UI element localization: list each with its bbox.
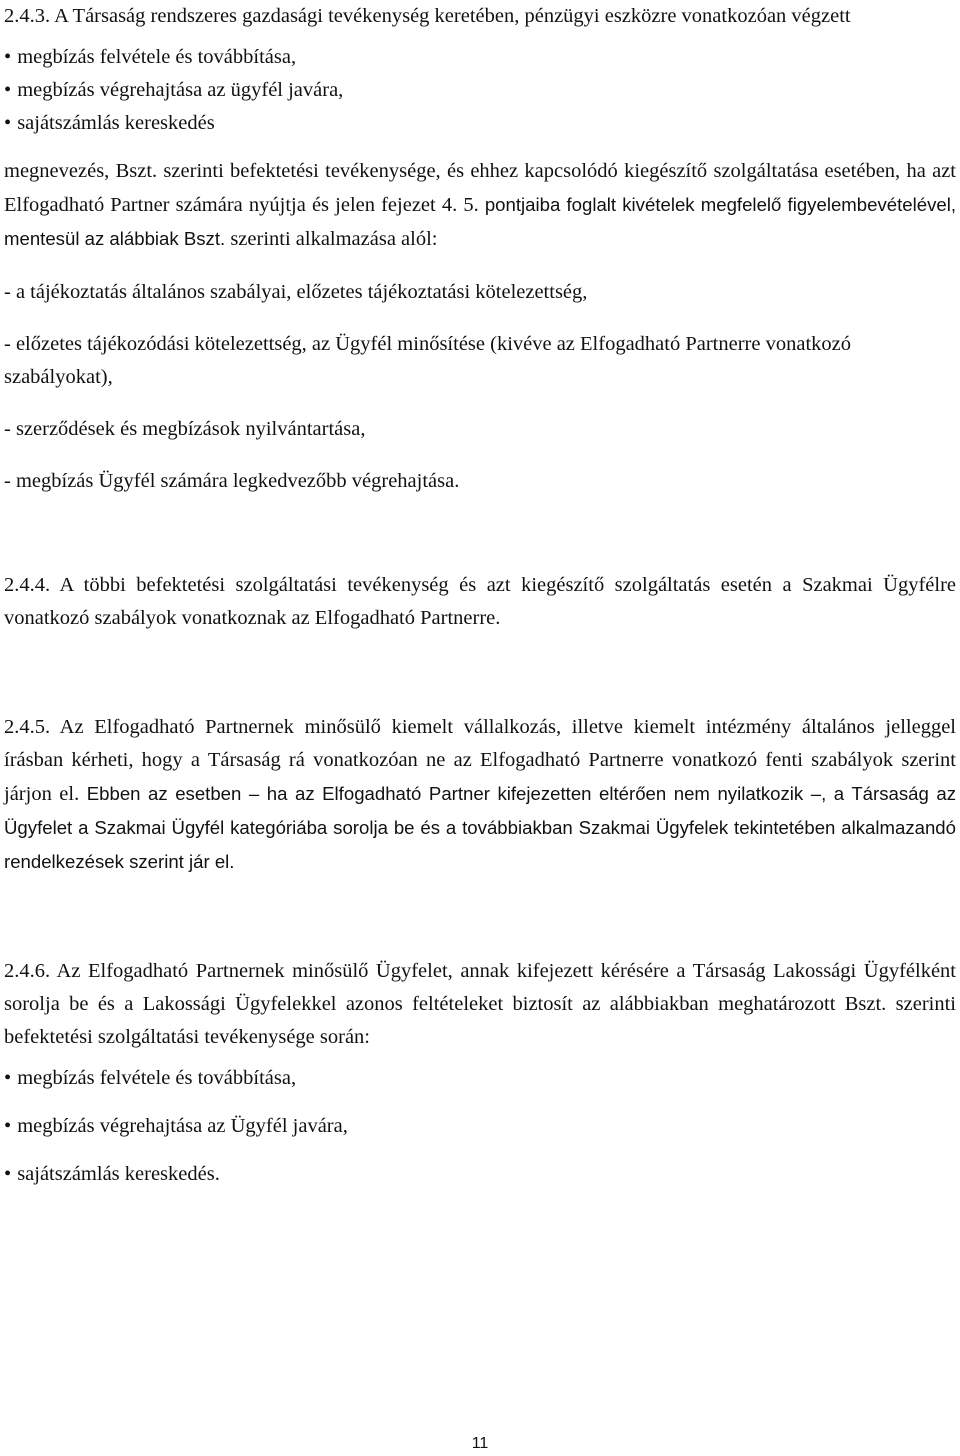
- list-item: • sajátszámlás kereskedés.: [4, 1163, 220, 1185]
- list-item: - előzetes tájékozódási kötelezettség, az Ügyfél minősítése (kivéve az Elfogadható Partnerre vonatkozó szabályokat),: [4, 333, 851, 388]
- list-item: • megbízás végrehajtása az ügyfél javára,: [4, 79, 344, 101]
- bullet: •: [4, 1067, 12, 1089]
- document-page: [4, 0, 956, 1191]
- bullet: •: [4, 46, 12, 68]
- section-2-4-5: [4, 711, 956, 879]
- list-item: - szerződések és megbízások nyilvántartása,: [4, 418, 366, 440]
- bullet: •: [4, 112, 12, 134]
- page-number: 11: [471, 1435, 489, 1452]
- section-2-4-3-intro: [4, 0, 956, 33]
- dash-list: [4, 276, 956, 498]
- list-item: - megbízás Ügyfél számára legkedvezőbb végrehajtása.: [4, 470, 460, 492]
- bullet-list-2: [4, 1062, 956, 1191]
- section-text: A többi befektetési szolgáltatási tevékenység és azt kiegészítő szolgáltatás esetén a Szakmai Ügyfélre vonatkozó szabályok vonatkoznak az Elfogadható Partnerre.: [4, 574, 956, 629]
- section-2-4-4: [4, 569, 956, 635]
- section-number: 2.4.3.: [4, 5, 51, 27]
- section-number: 2.4.6.: [4, 960, 51, 982]
- section-text-sans: Ebben az esetben – ha az Elfogadható Partner kifejezetten eltérően nem nyilatkozik –, a Társaság az Ügyfelet a Szakmai Ügyfél kategóriába sorolja be és a továbbiakban Szakmai Ügyfelek tekintetében alkalmazandó rendelkezések szerint jár el.: [4, 783, 957, 872]
- section-text: Az Elfogadható Partnernek minősülő Ügyfelet, annak kifejezett kérésére a Társaság Lakossági Ügyfélként sorolja be és a Lakossági Ügyfelekkel azonos feltételeket biztosít az alábbiakban meghatározott Bszt. szerinti befektetési szolgáltatási tevékenysége során:: [4, 960, 956, 1048]
- section-number: 2.4.5.: [4, 716, 51, 738]
- list-item: • megbízás végrehajtása az Ügyfél javára,: [4, 1115, 348, 1137]
- bullet: •: [4, 79, 12, 101]
- section-2-4-6: [4, 955, 956, 1054]
- section-number: 2.4.4.: [4, 574, 51, 596]
- section-2-4-3-body: megnevezés, Bszt. szerinti befektetési tevékenysége, és ehhez kapcsolódó kiegészítő szolgáltatása esetében, ha azt Elfogadható Partner számára nyújtja és jelen fejezet 4. 5. pontjaiba foglalt kivételek megfelelő figyelembevételével, mentesül az alábbiak Bszt. szerinti alkalmazása alól:: [4, 160, 957, 250]
- bullet: •: [4, 1115, 12, 1137]
- section-text: A Társaság rendszeres gazdasági tevékenység keretében, pénzügyi eszközre vonatkozóan végzett: [54, 5, 851, 27]
- list-item: • megbízás felvétele és továbbítása,: [4, 46, 297, 68]
- bullet: •: [4, 1163, 12, 1185]
- list-item: • sajátszámlás kereskedés: [4, 112, 215, 134]
- list-item: • megbízás felvétele és továbbítása,: [4, 1067, 297, 1089]
- list-item: - a tájékoztatás általános szabályai, előzetes tájékoztatási kötelezettség,: [4, 281, 588, 303]
- bullet-list-1: [4, 41, 956, 140]
- section-text: Az Elfogadható Partnernek minősülő kiemelt vállalkozás, illetve kiemelt intézmény általános jelleggel írásban kérheti, hogy a Társaság rá vonatkozóan ne az Elfogadható Partnerre vonatkozó fenti szabályok szerint járjon el.: [4, 716, 956, 805]
